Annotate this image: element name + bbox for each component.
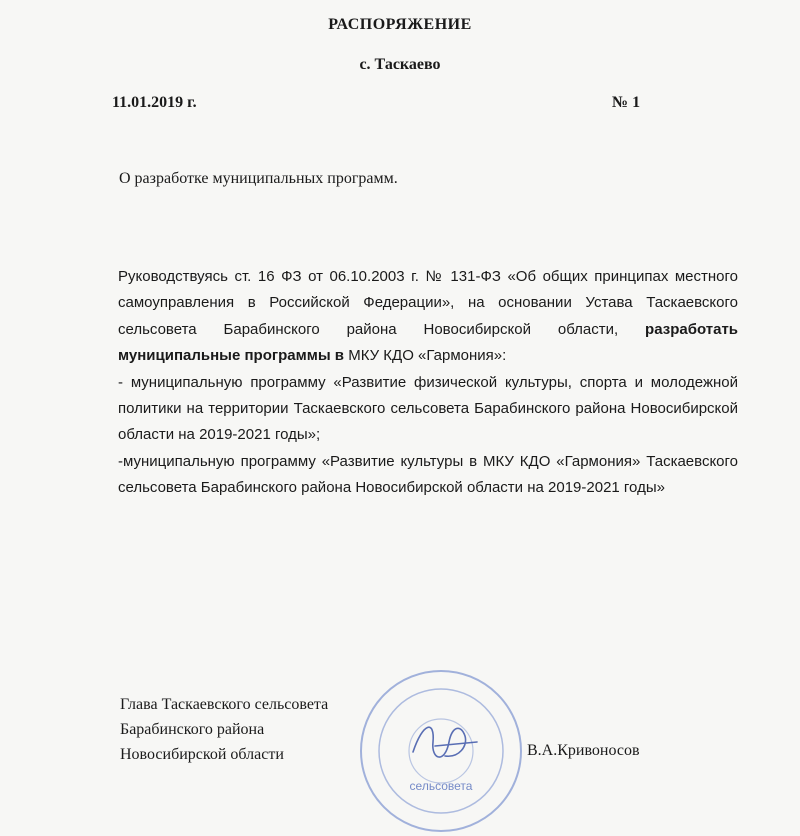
list-item: -муниципальную программу «Развитие культуры в МКУ КДО «Гармония» Таскаевского сельсовета Барабинского района Новосибирской области на 2019-2021 годы» [118,452,738,497]
paragraph-bold-directive: разработать муниципальные программы в [118,320,739,365]
document-number: № 1 [612,94,641,111]
document-subject: О разработке муниципальных программ. [119,170,398,187]
document-date: 11.01.2019 г. [112,94,197,111]
signatory-position [120,692,328,767]
document-title: РАСПОРЯЖЕНИЕ [328,16,472,33]
signatory-name: В.А.Кривоносов [527,742,640,759]
body-paragraph [118,264,738,370]
stamp-text: сельсовета [409,779,473,793]
signatory-line: Барабинского района [120,721,265,738]
document-body [118,264,738,502]
handwritten-signature [405,712,485,772]
document-place: с. Таскаево [359,56,441,73]
paragraph-intro: Руководствуясь ст. 16 ФЗ от 06.10.2003 г. № 131-ФЗ «Об общих принципах местного самоуправления в Российской Федерации», на основании Устава Таскаевского сельсовета Барабинского района Новосибирской области, [118,268,738,338]
paragraph-end: МКУ КДО «Гармония»: [348,347,507,365]
list-item: - муниципальную программу «Развитие физической культуры, спорта и молодежной политики на территории Таскаевского сельсовета Барабинского района Новосибирской области на 2019-2021 годы»; [118,373,738,444]
signatory-line: Глава Таскаевского сельсовета [120,696,329,713]
signatory-line: Новосибирской области [120,746,284,763]
